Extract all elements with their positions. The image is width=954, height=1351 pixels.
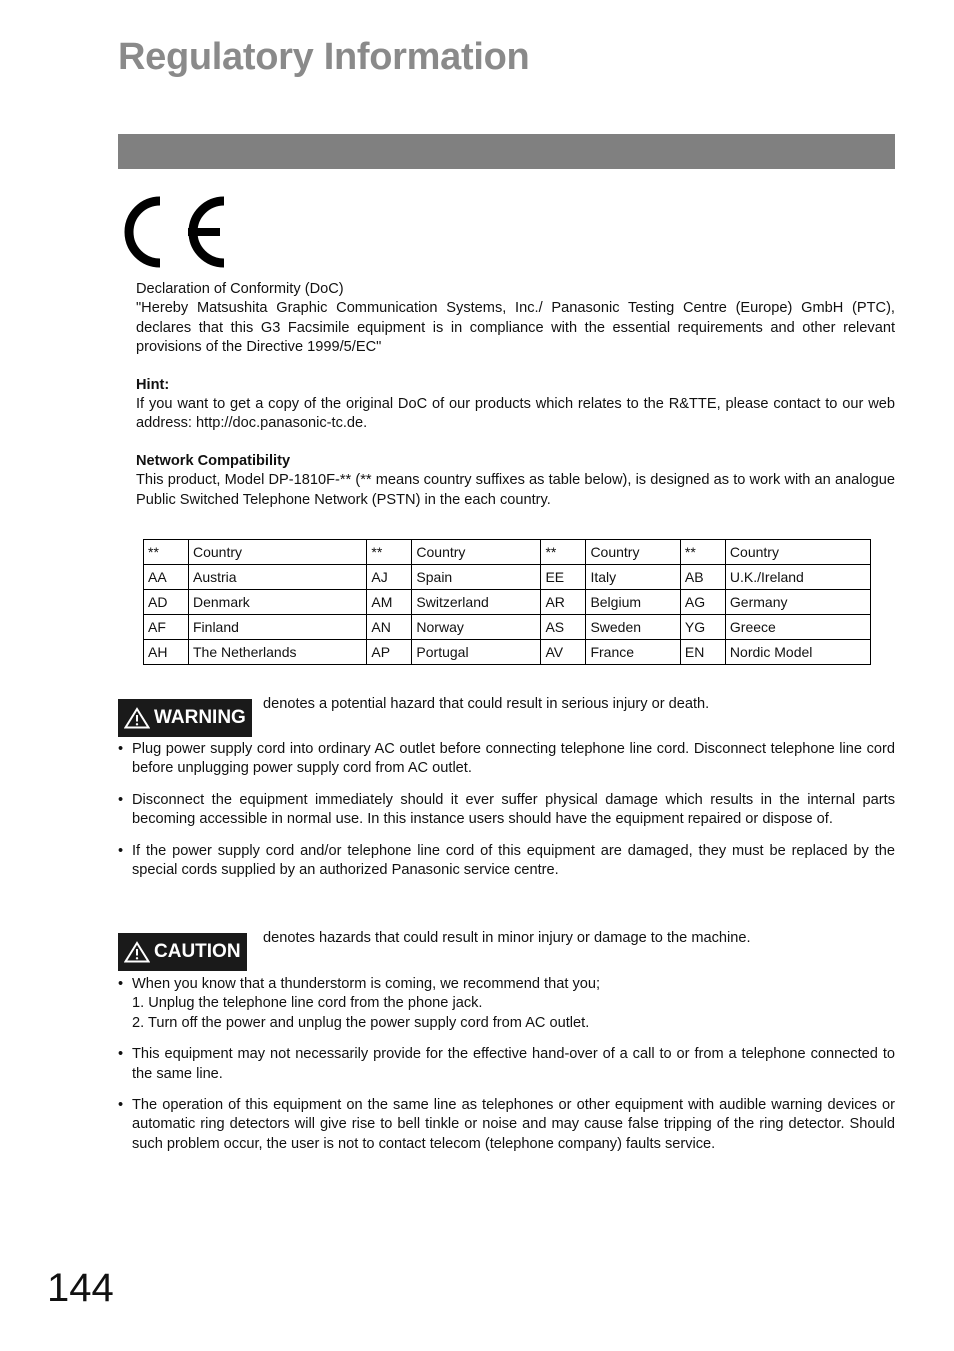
bullet-icon: •	[118, 1097, 124, 1114]
list-item-text: This equipment may not necessarily provide for the effective hand-over of a call to or from a telephone connected to the same line.	[132, 1046, 895, 1082]
list-item	[118, 975, 895, 1033]
country-code-cell: AB	[680, 565, 725, 590]
list-item-text: 1. Unplug the telephone line cord from the phone jack.	[132, 995, 483, 1012]
country-table	[143, 539, 871, 665]
country-code-cell: AA	[144, 565, 189, 590]
header-bar	[118, 134, 895, 169]
country-code-cell: AF	[144, 615, 189, 640]
caution-description: denotes hazards that could result in minor injury or damage to the machine.	[263, 930, 751, 946]
bullet-icon: •	[118, 791, 124, 808]
network-text: This product, Model DP-1810F-** (** means country suffixes as table below), is designed as to work with an analogue Public Switched Telephone Network (PSTN) in the each country.	[136, 472, 895, 508]
country-code-cell: AM	[367, 590, 412, 615]
warning-badge-label: WARNING	[154, 707, 246, 729]
hint-label: Hint:	[136, 376, 170, 393]
country-code-cell: YG	[680, 615, 725, 640]
country-code-cell: AJ	[367, 565, 412, 590]
country-name-cell: U.K./Ireland	[725, 565, 870, 590]
list-item-text: Disconnect the equipment immediately should it ever suffer physical damage which results in the internal parts becoming accessible in normal use. In this instance users should have the equipment repaired or dispose of.	[132, 791, 895, 828]
country-code-cell: **	[367, 540, 412, 565]
country-code-cell: AG	[680, 590, 725, 615]
country-name-cell: Belgium	[586, 590, 680, 615]
country-name-cell: Austria	[189, 565, 367, 590]
list-item	[118, 1045, 895, 1084]
bullet-icon: •	[118, 976, 124, 992]
page-title: Regulatory Information	[118, 36, 530, 78]
caution-list	[118, 975, 895, 1166]
country-name-cell: Country	[189, 540, 367, 565]
warning-badge	[118, 699, 252, 737]
country-code-cell: **	[680, 540, 725, 565]
list-item-text: The operation of this equipment on the same line as telephones or other equipment with audible warning devices or automatic ring detectors will give rise to bell tinkle or noise and may cause false tripping of the ring detector. Should such problem occur, the user is not to contact telecom (telephone company) faults service.	[132, 1097, 895, 1152]
regulatory-text	[136, 280, 895, 510]
doc-statement: "Hereby Matsushita Graphic Communication Systems, Inc./ Panasonic Testing Centre (Europe) GmbH (PTC), declares that this G3 Facsimile equipment is in compliance with the essential requirements and other relevant provisions of the Directive 1999/5/EC"	[136, 300, 895, 356]
hint-text: If you want to get a copy of the original DoC of our products which relates to the R&TTE, please contact to our web address: http://doc.panasonic-tc.de.	[136, 396, 895, 432]
warning-description: denotes a potential hazard that could result in serious injury or death.	[263, 696, 710, 712]
bullet-icon: •	[118, 741, 124, 757]
country-code-cell: AD	[144, 590, 189, 615]
table-header-row	[144, 540, 871, 565]
ce-mark-icon	[118, 192, 228, 277]
doc-heading: Declaration of Conformity (DoC)	[136, 281, 344, 297]
list-item-text: When you know that a thunderstorm is coming, we recommend that you;	[132, 976, 601, 992]
country-code-cell: AR	[541, 590, 586, 615]
country-name-cell: Country	[586, 540, 680, 565]
country-code-cell: **	[541, 540, 586, 565]
table-row	[144, 640, 871, 665]
list-item-text: If the power supply cord and/or telephone line cord of this equipment are damaged, they must be replaced by the special cords supplied by an authorized Panasonic service centre.	[132, 842, 895, 879]
country-name-cell: Norway	[412, 615, 541, 640]
country-name-cell: Country	[412, 540, 541, 565]
country-code-cell: EN	[680, 640, 725, 665]
table-row	[144, 565, 871, 590]
country-name-cell: Denmark	[189, 590, 367, 615]
list-item	[118, 842, 895, 881]
list-item	[118, 791, 895, 830]
page-number: 144	[47, 1266, 114, 1310]
bullet-icon: •	[118, 1046, 124, 1063]
country-name-cell: Spain	[412, 565, 541, 590]
country-code-cell: **	[144, 540, 189, 565]
bullet-icon: •	[118, 842, 124, 859]
list-item-text: 2. Turn off the power and unplug the power supply cord from AC outlet.	[132, 1014, 590, 1031]
country-name-cell: Italy	[586, 565, 680, 590]
list-item-text: Plug power supply cord into ordinary AC outlet before connecting telephone line cord. Disconnect telephone line cord before unplugging power supply cord from AC outlet.	[132, 741, 895, 777]
caution-triangle-icon	[124, 941, 150, 963]
country-name-cell: Portugal	[412, 640, 541, 665]
country-code-cell: AH	[144, 640, 189, 665]
country-name-cell: Switzerland	[412, 590, 541, 615]
country-code-cell: EE	[541, 565, 586, 590]
caution-badge	[118, 933, 247, 971]
country-name-cell: The Netherlands	[189, 640, 367, 665]
country-name-cell: Finland	[189, 615, 367, 640]
warning-list	[118, 740, 895, 892]
country-name-cell: Sweden	[586, 615, 680, 640]
country-code-cell: AS	[541, 615, 586, 640]
country-code-cell: AN	[367, 615, 412, 640]
country-name-cell: Country	[725, 540, 870, 565]
country-code-cell: AP	[367, 640, 412, 665]
country-name-cell: Greece	[725, 615, 870, 640]
table-row	[144, 615, 871, 640]
country-name-cell: France	[586, 640, 680, 665]
warning-triangle-icon	[124, 707, 150, 729]
table-row	[144, 590, 871, 615]
country-name-cell: Nordic Model	[725, 640, 870, 665]
country-name-cell: Germany	[725, 590, 870, 615]
country-code-cell: AV	[541, 640, 586, 665]
list-item	[118, 740, 895, 779]
list-item	[118, 1096, 895, 1154]
caution-badge-label: CAUTION	[154, 941, 241, 963]
network-label: Network Compatibility	[136, 452, 291, 469]
